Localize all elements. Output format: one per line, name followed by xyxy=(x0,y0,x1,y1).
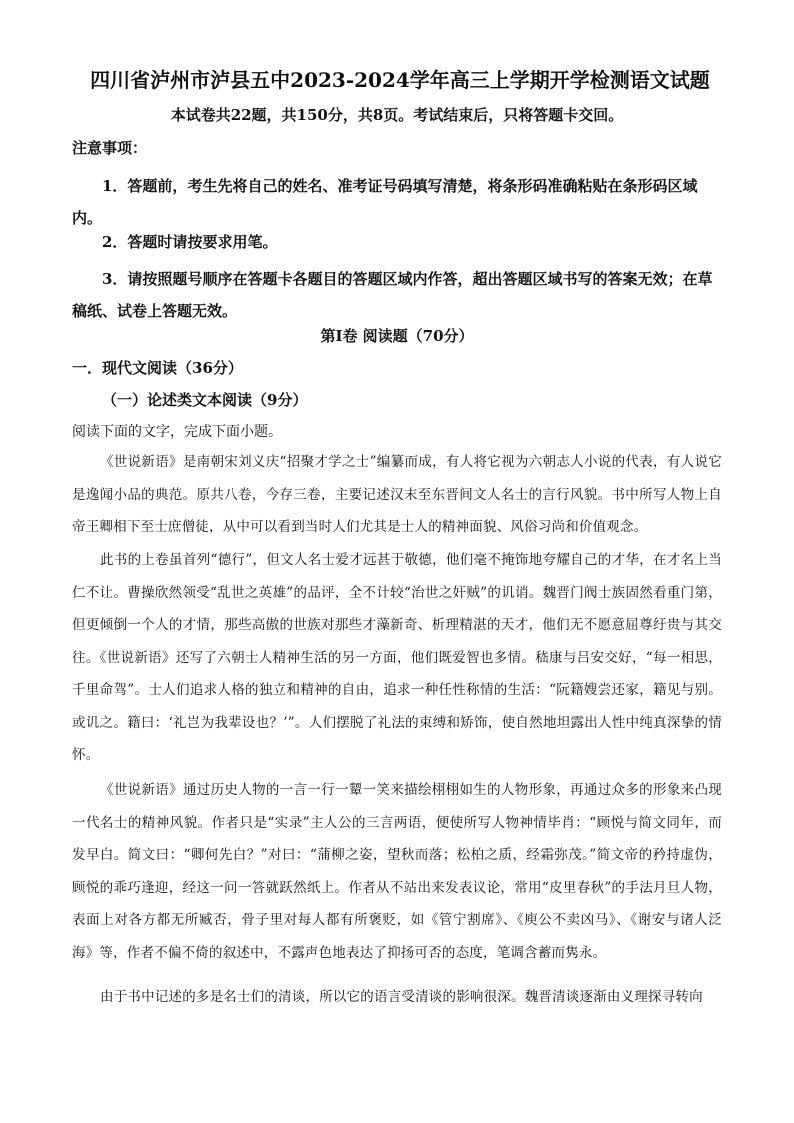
section-heading: 第I卷 阅读题（70分） xyxy=(320,327,474,345)
note-item-3: 3．请按照题号顺序在答题卡各题目的答题区域内作答，超出答题区域书写的答案无效；在草稿纸、试卷上答题无效。 xyxy=(72,270,713,320)
passage-paragraph-2: 此书的上卷虽首列“德行”，但文人名士爱才远甚于敬德，他们毫不掩饰地夸耀自己的才华，在才名上当仁不让。曹操欣然领受“乱世之英雄”的品评，全不计较“治世之奸贼”的讥诮。魏晋门阀士族固然看重门第，但更倾倒一个人的才情，那些高傲的世族对那些才藻新奇、析理精湛的天才，他们无不愿意屈尊纡贵与其交往。《世说新语》还写了六朝士人精神生活的另一方面，他们既爱智也多情。嵇康与吕安交好，“每一相思，千里命驾”。士人们追求人格的独立和精神的自由，追求一种任性称情的生活：“阮籍嫂尝还家，籍见与别。或讥之。籍曰：‘礼岂为我辈设也？’”。人们摆脱了礼法的束缚和矫饰，使自然地坦露出人性中纯真深挚的情怀。 xyxy=(72,552,723,763)
reading-instruction: 阅读下面的文字，完成下面小题。 xyxy=(72,424,282,440)
passage-paragraph-3: 《世说新语》通过历史人物的一言一行一颦一笑来描绘栩栩如生的人物形象，再通过众多的形象来凸现一代名士的精神风貌。作者只是“实录”主人公的三言两语，便使所写人物神情毕肖：“顾悦与简文同年，而发早白。简文曰：“卿何先白？”对曰：“蒲柳之姿，望秋而落；松柏之质，经霜弥茂。”简文帝的矜持虚伪，顾悦的乖巧逢迎，经这一问一答就跃然纸上。作者从不站出来发表议论，常用“皮里春秋”的手法月旦人物，表面上对各方都无所臧否，骨子里对每人都有所褒贬，如《管宁割席》、《庾公不卖凶马》、《谢安与诸人泛海》等，作者不偏不倚的叙述中，不露声色地表达了抑扬可否的态度，笔调含蓄而隽永。 xyxy=(72,782,722,961)
note-item-2: 2．答题时请按要求用笔。 xyxy=(102,233,278,251)
exam-info: 本试卷共22题，共150分，共8页。考试结束后，只将答题卡交回。 xyxy=(170,106,624,124)
part-heading: 一．现代文阅读（36分） xyxy=(72,359,243,377)
notes-heading: 注意事项： xyxy=(72,139,148,157)
passage-paragraph-1: 《世说新语》是南朝宋刘义庆“招聚才学之士”编纂而成，有人将它视为六朝志人小说的代表，有人说它是逸闻小品的典范。原共八卷，今存三卷，主要记述汉末至东晋间文人名士的言行风貌。书中所写人物上自帝王卿相下至士庶僧徒，从中可以看到当时人们尤其是士人的精神面貌、风俗习尚和价值观念。 xyxy=(72,454,722,535)
subpart-heading: （一）论述类文本阅读（9分） xyxy=(102,391,308,409)
note-item-1: 1．答题前，考生先将自己的姓名、准考证号码填写清楚，将条形码准确粘贴在条形码区域内。 xyxy=(72,177,698,227)
exam-title: 四川省泸州市泸县五中2023-2024学年高三上学期开学检测语文试题 xyxy=(90,68,710,92)
passage-paragraph-4: 由于书中记述的多是名士们的清谈，所以它的语言受清谈的影响很深。魏晋清谈逐渐由义理探寻转向 xyxy=(100,989,703,1005)
